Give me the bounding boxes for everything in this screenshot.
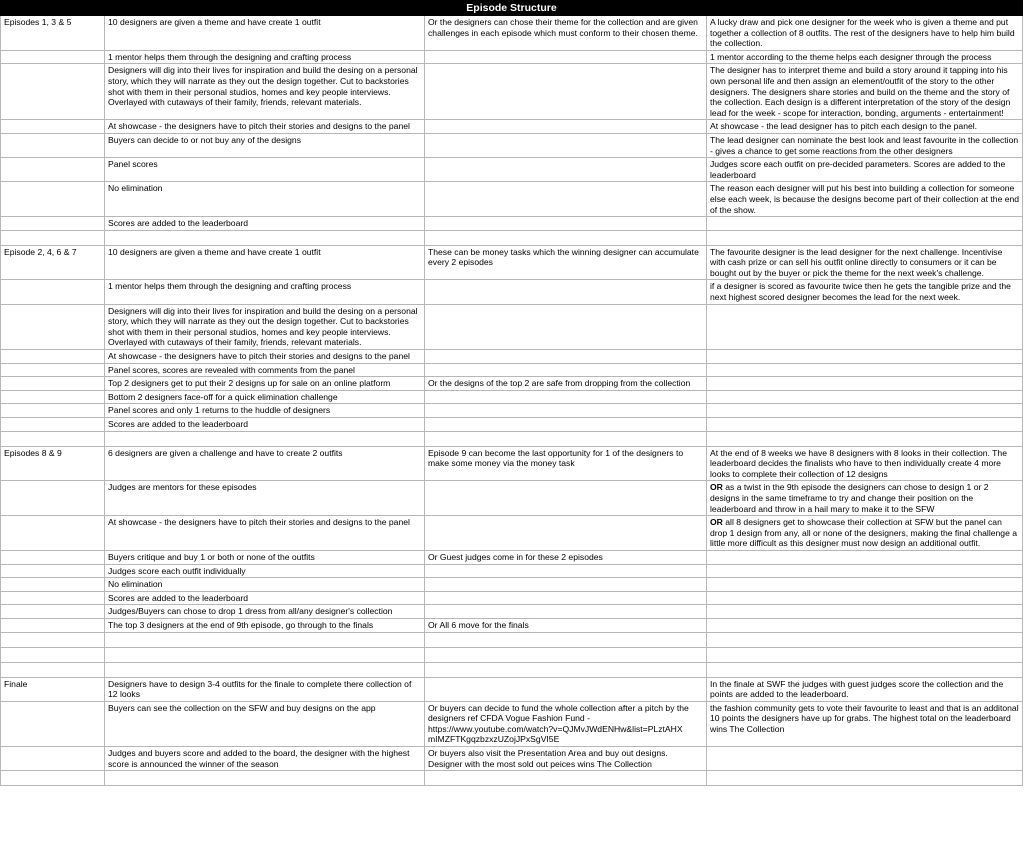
empty-cell[interactable] xyxy=(425,662,707,677)
episode-label[interactable] xyxy=(1,550,105,564)
alternative-2-cell[interactable] xyxy=(707,418,1023,432)
empty-cell[interactable] xyxy=(707,632,1023,647)
episode-label[interactable] xyxy=(1,578,105,592)
empty-cell[interactable] xyxy=(707,431,1023,446)
format-cell[interactable]: The top 3 designers at the end of 9th episode, go through to the finals xyxy=(105,618,425,632)
episode-label[interactable] xyxy=(1,304,105,349)
table-row xyxy=(1,350,1023,364)
spacer-row xyxy=(1,632,1023,647)
alternative-cell[interactable] xyxy=(425,390,707,404)
spacer-row xyxy=(1,647,1023,662)
table-row xyxy=(1,158,1023,182)
spacer-row xyxy=(1,230,1023,245)
format-cell[interactable]: At showcase - the designers have to pitch their stories and designs to the panel xyxy=(105,350,425,364)
empty-cell[interactable] xyxy=(105,771,425,786)
alternative-cell[interactable] xyxy=(425,481,707,516)
alternative-cell[interactable] xyxy=(425,64,707,120)
episode-label[interactable]: Episodes 8 & 9 xyxy=(1,446,105,481)
alternative-2-cell[interactable]: The designer has to interpret theme and build a story around it tapping into his own personal life and then assign an element/outfit of the story to the other designers. The designers share stories and build on the theme and the story of the collection. Each design is a different interpretation of the story of the design lead for the week - scope for interaction, bonding, arguments - entertainment! xyxy=(707,64,1023,120)
sheet-title[interactable]: Episode Structure xyxy=(1,1,1023,16)
alternative-2-cell[interactable]: if a designer is scored as favourite twice then he gets the tangible prize and the next highest scored designer becomes the lead for the next week. xyxy=(707,280,1023,304)
alternative-cell[interactable] xyxy=(425,418,707,432)
alternative-2-cell[interactable] xyxy=(707,550,1023,564)
format-cell[interactable]: Buyers can decide to or not buy any of the designs xyxy=(105,133,425,157)
alternative-cell[interactable]: Or buyers also visit the Presentation Area and buy out designs. Designer with the most sold out peices wins The Collection xyxy=(425,747,707,771)
table-row xyxy=(1,550,1023,564)
alternative-cell[interactable] xyxy=(425,516,707,551)
format-cell[interactable]: Judges are mentors for these episodes xyxy=(105,481,425,516)
alternative-cell[interactable] xyxy=(425,564,707,578)
alternative-cell[interactable] xyxy=(425,591,707,605)
format-cell[interactable]: Scores are added to the leaderboard xyxy=(105,418,425,432)
episode-label[interactable] xyxy=(1,390,105,404)
alternative-cell[interactable]: Or All 6 move for the finals xyxy=(425,618,707,632)
format-cell[interactable]: Designers have to design 3-4 outfits for the finale to complete there collection of 12 looks xyxy=(105,677,425,701)
alternative-cell[interactable]: Or the designs of the top 2 are safe from dropping from the collection xyxy=(425,377,707,391)
format-cell[interactable]: Buyers critique and buy 1 or both or none of the outfits xyxy=(105,550,425,564)
table-row xyxy=(1,16,1023,51)
table-row xyxy=(1,516,1023,551)
table-row xyxy=(1,446,1023,481)
table-row xyxy=(1,404,1023,418)
table-row xyxy=(1,677,1023,701)
episode-label[interactable]: Episode 2, 4, 6 & 7 xyxy=(1,245,105,280)
episode-label[interactable] xyxy=(1,217,105,231)
episode-label[interactable] xyxy=(1,564,105,578)
format-cell[interactable]: Designers will dig into their lives for inspiration and build the desing on a personal story, which they will narrate as they out the design together. Cut to backstories shot with them in their personal studios, homes and key people interviews. Overlayed with cutaways of their family, friends, relevant materials. xyxy=(105,64,425,120)
format-cell[interactable]: Buyers can see the collection on the SFW and buy designs on the app xyxy=(105,701,425,746)
alternative-2-cell[interactable] xyxy=(707,350,1023,364)
format-cell[interactable]: Judges/Buyers can chose to drop 1 dress from all/any designer's collection xyxy=(105,605,425,619)
table-row xyxy=(1,133,1023,157)
alternative-cell[interactable] xyxy=(425,350,707,364)
episode-label[interactable] xyxy=(1,481,105,516)
alternative-2-cell[interactable]: OR as a twist in the 9th episode the designers can chose to design 1 or 2 designs in the same timeframe to try and change their position on the leaderboard and throw in a hail mary to make it to the SFW xyxy=(707,481,1023,516)
format-cell[interactable]: Bottom 2 designers face-off for a quick elimination challenge xyxy=(105,390,425,404)
format-cell[interactable]: 1 mentor helps them through the designing and crafting process xyxy=(105,50,425,64)
alternative-cell[interactable] xyxy=(425,217,707,231)
episode-label[interactable] xyxy=(1,516,105,551)
alternative-2-cell[interactable] xyxy=(707,605,1023,619)
table-row xyxy=(1,120,1023,134)
empty-cell[interactable] xyxy=(105,230,425,245)
table-row xyxy=(1,591,1023,605)
table-row xyxy=(1,481,1023,516)
empty-cell[interactable] xyxy=(105,647,425,662)
table-row xyxy=(1,578,1023,592)
episode-label[interactable] xyxy=(1,404,105,418)
episode-label[interactable] xyxy=(1,605,105,619)
empty-cell[interactable] xyxy=(707,647,1023,662)
format-cell[interactable]: 1 mentor helps them through the designing and crafting process xyxy=(105,280,425,304)
episode-label[interactable] xyxy=(1,591,105,605)
episode-label[interactable]: Finale xyxy=(1,677,105,701)
alternative-cell[interactable] xyxy=(425,304,707,349)
table-row xyxy=(1,245,1023,280)
alternative-2-cell[interactable] xyxy=(707,377,1023,391)
format-cell[interactable]: No elimination xyxy=(105,182,425,217)
table-row xyxy=(1,304,1023,349)
empty-cell[interactable] xyxy=(707,230,1023,245)
episode-label[interactable] xyxy=(1,120,105,134)
alternative-cell[interactable] xyxy=(425,363,707,377)
alternative-cell[interactable]: Or the designers can chose their theme for the collection and are given challenges in each episode which must conform to their chosen theme. xyxy=(425,16,707,51)
empty-cell[interactable] xyxy=(425,771,707,786)
table-row xyxy=(1,377,1023,391)
alternative-cell[interactable] xyxy=(425,50,707,64)
episode-label[interactable]: Episodes 1, 3 & 5 xyxy=(1,16,105,51)
episode-label[interactable] xyxy=(1,363,105,377)
alternative-2-cell[interactable]: In the finale at SWF the judges with guest judges score the collection and the points are added to the leaderboard. xyxy=(707,677,1023,701)
table-row xyxy=(1,363,1023,377)
alternative-cell[interactable]: These can be money tasks which the winning designer can accumulate every 2 episodes xyxy=(425,245,707,280)
table-row xyxy=(1,701,1023,746)
spacer-row xyxy=(1,662,1023,677)
table-row xyxy=(1,182,1023,217)
empty-cell[interactable] xyxy=(707,771,1023,786)
table-row xyxy=(1,390,1023,404)
empty-cell[interactable] xyxy=(425,632,707,647)
alternative-cell[interactable]: Or buyers can decide to fund the whole collection after a pitch by the designers ref CFDA Vogue Fashion Fund - https://www.youtube.com/watch?v=QJMvJWdENHw&list=PLztAHX mIMZFTKgqzbzxzUZojJPxSgVI5E xyxy=(425,701,707,746)
episode-label[interactable] xyxy=(1,377,105,391)
alternative-cell[interactable] xyxy=(425,182,707,217)
format-cell[interactable]: Scores are added to the leaderboard xyxy=(105,591,425,605)
or-label: OR xyxy=(710,517,723,528)
episode-label[interactable] xyxy=(1,50,105,64)
alternative-2-cell[interactable]: 1 mentor according to the theme helps each designer through the process xyxy=(707,50,1023,64)
episode-label[interactable] xyxy=(1,701,105,746)
or-label: OR xyxy=(710,482,723,493)
alternative-cell[interactable] xyxy=(425,120,707,134)
alternative-2-cell[interactable]: the fashion community gets to vote their favourite to least and that is an additonal 10 points the designers have up for grabs. The highest total on the leaderboard wins The Collection xyxy=(707,701,1023,746)
alternative-2-cell[interactable] xyxy=(707,390,1023,404)
alternative-2-cell[interactable] xyxy=(707,304,1023,349)
empty-cell[interactable] xyxy=(425,431,707,446)
format-cell[interactable]: No elimination xyxy=(105,578,425,592)
alternative-cell[interactable] xyxy=(425,578,707,592)
alternative-cell[interactable]: Or Guest judges come in for these 2 episodes xyxy=(425,550,707,564)
table-row xyxy=(1,747,1023,771)
format-cell[interactable]: Judges and buyers score and added to the board, the designer with the highest score is announced the winner of the season xyxy=(105,747,425,771)
episode-label[interactable] xyxy=(1,747,105,771)
alternative-cell[interactable] xyxy=(425,404,707,418)
alternative-cell[interactable] xyxy=(425,158,707,182)
alternative-cell[interactable] xyxy=(425,280,707,304)
format-cell[interactable]: Panel scores, scores are revealed with comments from the panel xyxy=(105,363,425,377)
episode-label[interactable] xyxy=(1,64,105,120)
episode-label[interactable] xyxy=(1,618,105,632)
spacer-row xyxy=(1,431,1023,446)
empty-cell[interactable] xyxy=(1,771,105,786)
spacer-row xyxy=(1,771,1023,786)
format-cell[interactable]: 6 designers are given a challenge and have to create 2 outfits xyxy=(105,446,425,481)
alternative-2-cell[interactable] xyxy=(707,591,1023,605)
alternative-2-cell[interactable] xyxy=(707,564,1023,578)
alternative-2-cell[interactable] xyxy=(707,363,1023,377)
empty-cell[interactable] xyxy=(105,662,425,677)
format-cell[interactable]: Judges score each outfit individually xyxy=(105,564,425,578)
empty-cell[interactable] xyxy=(1,662,105,677)
episode-label[interactable] xyxy=(1,350,105,364)
alternative-2-cell[interactable]: The reason each designer will put his best into building a collection for someone else each week, is because the designs become part of their collection at the end of the show. xyxy=(707,182,1023,217)
table-row xyxy=(1,280,1023,304)
alternative-2-cell[interactable]: A lucky draw and pick one designer for the week who is given a theme and put together a collection of 8 outfits. The rest of the designers have to help him build the collection. xyxy=(707,16,1023,51)
episode-label[interactable] xyxy=(1,280,105,304)
episode-label[interactable] xyxy=(1,133,105,157)
alternative-2-cell[interactable]: The lead designer can nominate the best look and least favourite in the collection - gives a chance to get some reactions from the other designers xyxy=(707,133,1023,157)
format-cell[interactable]: Designers will dig into their lives for inspiration and build the desing on a personal story, which they will narrate as they out the design together. Cut to backstories shot with them in their personal studios, homes and key people interviews. Overlayed with cutaways of their family, friends, relevant materials. xyxy=(105,304,425,349)
format-cell[interactable]: 10 designers are given a theme and have create 1 outfit xyxy=(105,16,425,51)
format-cell[interactable]: At showcase - the designers have to pitch their stories and designs to the panel xyxy=(105,516,425,551)
title-row xyxy=(1,1,1023,16)
format-cell[interactable]: 10 designers are given a theme and have create 1 outfit xyxy=(105,245,425,280)
empty-cell[interactable] xyxy=(105,632,425,647)
alternative-cell[interactable]: Episode 9 can become the last opportunity for 1 of the designers to make some money via the money task xyxy=(425,446,707,481)
empty-cell[interactable] xyxy=(707,662,1023,677)
format-cell[interactable]: At showcase - the designers have to pitch their stories and designs to the panel xyxy=(105,120,425,134)
format-cell[interactable]: Panel scores xyxy=(105,158,425,182)
alternative-2-cell[interactable]: OR all 8 designers get to showcase their collection at SFW but the panel can drop 1 design from any, all or none of the designers, making the final challenge a little more difficult as this designer must now design an additional outfit. xyxy=(707,516,1023,551)
format-cell[interactable]: Panel scores and only 1 returns to the huddle of designers xyxy=(105,404,425,418)
empty-cell[interactable] xyxy=(105,431,425,446)
episode-label[interactable] xyxy=(1,158,105,182)
table-row xyxy=(1,217,1023,231)
format-cell[interactable]: Scores are added to the leaderboard xyxy=(105,217,425,231)
alternative-2-cell[interactable] xyxy=(707,404,1023,418)
alternative-cell[interactable] xyxy=(425,133,707,157)
alternative-2-cell[interactable] xyxy=(707,747,1023,771)
empty-cell[interactable] xyxy=(425,230,707,245)
alternative-2-cell[interactable] xyxy=(707,217,1023,231)
alternative-cell[interactable] xyxy=(425,677,707,701)
empty-cell[interactable] xyxy=(425,647,707,662)
table-row xyxy=(1,564,1023,578)
table-row xyxy=(1,64,1023,120)
empty-cell[interactable] xyxy=(1,431,105,446)
table-row xyxy=(1,50,1023,64)
alternative-2-cell[interactable]: Judges score each outfit on pre-decided parameters. Scores are added to the leaderboard xyxy=(707,158,1023,182)
episode-label[interactable] xyxy=(1,418,105,432)
empty-cell[interactable] xyxy=(1,632,105,647)
alternative-2-cell[interactable] xyxy=(707,618,1023,632)
alternative-2-cell[interactable]: The favourite designer is the lead designer for the next challenge. Incentivise with cash prize or can sell his outfit online directly to consumers or it can be bought out by the buyer or pick the theme for the next week's challenge. xyxy=(707,245,1023,280)
empty-cell[interactable] xyxy=(1,647,105,662)
format-cell[interactable]: Top 2 designers get to put their 2 designs up for sale on an online platform xyxy=(105,377,425,391)
table-row xyxy=(1,618,1023,632)
alternative-cell[interactable] xyxy=(425,605,707,619)
alternative-2-cell[interactable]: At showcase - the lead designer has to pitch each design to the panel. xyxy=(707,120,1023,134)
alternative-2-cell[interactable]: At the end of 8 weeks we have 8 designers with 8 looks in their collection. The leaderboard decides the finalists who have to then individually create 4 more looks to complete their collection of 12 designs xyxy=(707,446,1023,481)
table-row xyxy=(1,605,1023,619)
alternative-2-cell[interactable] xyxy=(707,578,1023,592)
empty-cell[interactable] xyxy=(1,230,105,245)
table-row xyxy=(1,418,1023,432)
episode-label[interactable] xyxy=(1,182,105,217)
